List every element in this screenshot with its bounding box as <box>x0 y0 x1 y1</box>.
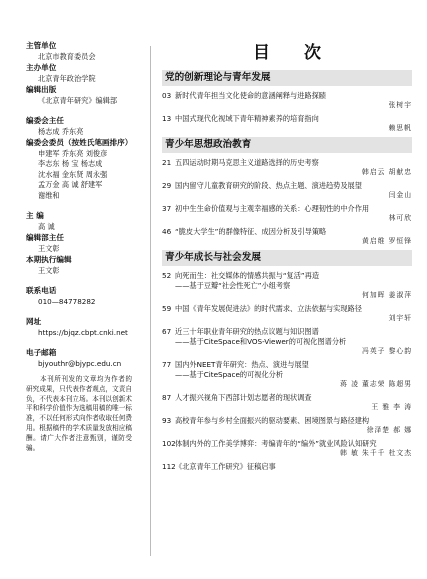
toc-entry[interactable] <box>162 91 412 110</box>
entry-page-number: 52 <box>162 271 172 280</box>
toc-entry[interactable] <box>162 304 412 323</box>
toc-column <box>162 40 412 476</box>
entry-title: 人才振兴视角下西部计划志愿者的现状调查 <box>175 393 312 402</box>
entry-authors: 蒋 凌 董志荣 陈超男 <box>340 380 412 388</box>
entry-title: 国内留守儿童教育研究的阶段、热点主题、演进趋势及展望 <box>175 181 362 190</box>
entry-subtitle: ——基于CiteSpace和VOS-Viewer的可视化图谱分析 <box>175 337 347 346</box>
section-heading: 青少年成长与社会发展 <box>162 250 412 266</box>
entry-title: 新时代青年担当文化使命的意涵阐释与进路探赜 <box>175 91 326 100</box>
entry-subtitle: ——基于CiteSpace的可视化分析 <box>175 370 284 379</box>
entry-title: 近三十年职业青年研究的热点议题与知识图谱 <box>175 327 319 336</box>
host-value: 北京青年政治学院 <box>38 73 96 83</box>
committee-member-row: 李志东 杨 宝 杨志成 <box>38 159 103 168</box>
entry-authors: 张树宇 <box>388 101 412 109</box>
email-label: 电子邮箱 <box>26 348 57 357</box>
entry-page-number: 67 <box>162 327 172 336</box>
toc-entry[interactable] <box>162 181 412 200</box>
entry-authors: 黄启维 罗恒锋 <box>362 237 412 245</box>
publisher-label: 编辑出版 <box>26 85 57 94</box>
committee-chair-label: 编委会主任 <box>26 116 64 125</box>
entry-page-number: 21 <box>162 158 172 167</box>
toc-entry[interactable] <box>162 439 412 458</box>
website-label: 网址 <box>26 317 42 326</box>
committee-member-row: 谢维和 <box>38 190 60 200</box>
toc-entry[interactable] <box>162 393 412 412</box>
entry-page-number: 59 <box>162 304 172 313</box>
publisher-value: 《北京青年研究》编辑部 <box>38 95 118 105</box>
toc-entry[interactable] <box>162 360 412 389</box>
editor-label: 主 编 <box>26 211 44 220</box>
email-link[interactable]: bjyouthr@bjypc.edu.cn <box>38 358 122 368</box>
entry-authors: 林可欣 <box>388 214 412 222</box>
entry-authors: 刘宇轩 <box>388 314 412 322</box>
deputy-editor-label: 编辑部主任 <box>26 233 64 242</box>
entry-title: 中国式现代化视域下青年精神素养的培育指向 <box>175 114 319 123</box>
entry-authors: 何加晖 姜淑萍 <box>362 291 412 299</box>
toc-entry[interactable] <box>162 227 412 246</box>
website-link[interactable]: https://bjqz.cbpt.cnki.net <box>38 327 128 337</box>
entry-page-number: 93 <box>162 416 172 425</box>
entry-page-number: 87 <box>162 393 172 402</box>
toc-entry[interactable] <box>162 271 412 300</box>
entry-title: 初中生生命价值观与主观幸福感的关系：心理韧性的中介作用 <box>175 204 370 213</box>
committee-member-row: 孟万金 高 诚 舒建军 <box>38 180 103 189</box>
committee-members-label: 编委会委员（按姓氏笔画排序） <box>26 138 133 147</box>
entry-page-number: 77 <box>162 360 172 369</box>
entry-title: 五四运动时期马克思主义道路选择的历史考察 <box>175 158 319 167</box>
entry-authors: 韩 敏 朱千千 杜文杰 <box>340 449 412 457</box>
committee-member-row: 申建军 乔东亮 刘俊彦 <box>38 148 108 158</box>
entry-title: 高校青年参与乡村全面振兴的驱动要素、困境图景与路径建构 <box>175 416 370 425</box>
section-heading: 青少年思想政治教育 <box>162 137 412 153</box>
host-label: 主办单位 <box>26 63 57 72</box>
toc-sections <box>162 70 412 472</box>
entry-page-number: 102 <box>162 439 176 448</box>
issue-editor-value: 王文彰 <box>38 265 60 275</box>
entry-title: 《北京青年工作研究》征稿启事 <box>175 462 276 471</box>
column-divider <box>150 46 151 556</box>
entry-page-number: 46 <box>162 227 172 236</box>
section-heading: 党的创新理论与青年发展 <box>162 70 412 86</box>
entry-title: 体制内外的工作美学博弈：考编青年的“编外”就业风险认知研究 <box>175 439 377 448</box>
committee-member-row: 沈水福 金东贤 周永强 <box>38 169 108 179</box>
entry-page-number: 37 <box>162 204 172 213</box>
toc-entry[interactable] <box>162 462 412 472</box>
phone-label: 联系电话 <box>26 286 57 295</box>
entry-page-number: 03 <box>162 91 172 100</box>
entry-authors: 徐泽楚 郝 娜 <box>366 426 412 434</box>
sponsor-value: 北京市教育委员会 <box>38 51 96 61</box>
entry-title: “脆皮大学生”的群像特征、成因分析及引导策略 <box>175 227 327 236</box>
toc-entry[interactable] <box>162 114 412 133</box>
entry-title: 国内外NEET青年研究：热点、演进与展望 <box>175 360 309 369</box>
editorial-notice: 本刊所刊发的文章均为作者的研究成果，只代表作者观点，文责自负，不代表本刊立场。本刊以创新术平和科学价值作为选稿用稿的唯一标准，不以任何形式向作者收取任何费用。根据稿件的学术质量发放相应稿酬。请广大作者注意甄别，谨防受骗。 <box>26 375 132 452</box>
entry-authors: 闫金山 <box>388 191 412 199</box>
entry-page-number: 13 <box>162 114 172 123</box>
entry-page-number: 112 <box>162 462 176 471</box>
sponsor-label: 主管单位 <box>26 41 57 50</box>
toc-entry[interactable] <box>162 204 412 223</box>
toc-title: 目 次 <box>253 43 335 63</box>
issue-editor-label: 本期执行编辑 <box>26 255 72 264</box>
entry-page-number: 29 <box>162 181 172 190</box>
deputy-editor-value: 王文彰 <box>38 243 60 253</box>
entry-title: 向死而生：社交媒体的情感共振与“复活”再造 <box>175 271 320 280</box>
entry-title: 中国《青年发展促进法》的时代需求、立法依据与实现路径 <box>175 304 362 313</box>
toc-entry[interactable] <box>162 327 412 356</box>
entry-authors: 王 雅 李 涛 <box>371 403 412 411</box>
toc-entry[interactable] <box>162 416 412 435</box>
committee-chair-value: 杨志成 乔东亮 <box>38 126 84 136</box>
toc-page <box>26 40 412 560</box>
toc-entry[interactable] <box>162 158 412 177</box>
entry-authors: 赖思帆 <box>388 124 412 132</box>
masthead-column <box>26 40 132 453</box>
phone-value: 010—84778282 <box>38 296 96 306</box>
entry-subtitle: ——基于豆瓣“社会性死亡”小组考察 <box>175 281 291 290</box>
entry-authors: 冯英子 黎心韵 <box>362 347 412 355</box>
editor-value: 高 诚 <box>38 221 55 231</box>
entry-authors: 韩启云 胡献忠 <box>362 168 412 176</box>
